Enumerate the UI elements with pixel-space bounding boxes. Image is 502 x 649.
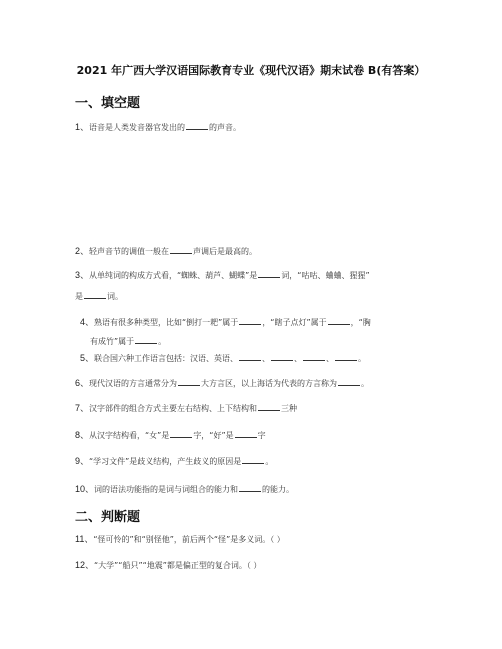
- answer-blank[interactable]: [239, 483, 261, 492]
- answer-blank[interactable]: [186, 121, 208, 130]
- question-8: [75, 429, 266, 441]
- answer-blank[interactable]: [135, 335, 157, 344]
- question-text: 联合国六种工作语言包括：汉语、英语、: [94, 354, 239, 363]
- question-text: “怪可怜的”和“别怪他”，前后两个“怪”是多义词。（ ）: [93, 535, 285, 544]
- answer-blank[interactable]: [271, 352, 293, 361]
- question-number: 8、: [75, 430, 90, 440]
- question-9: [75, 455, 273, 467]
- question-6: [75, 377, 369, 389]
- answer-blank[interactable]: [303, 352, 325, 361]
- question-number: 1、: [75, 122, 90, 132]
- answer-blank[interactable]: [239, 316, 261, 325]
- question-text: 汉字部件的组合方式主要左右结构、上下结构和: [89, 404, 258, 413]
- question-text: 有成竹”属于: [90, 337, 135, 346]
- question-text: 。: [265, 457, 274, 466]
- exam-title: 2021 年广西大学汉语国际教育专业《现代汉语》期末试卷 B(有答案）: [76, 64, 426, 77]
- question-number: 10、: [75, 484, 95, 494]
- question-number: 11、: [75, 534, 94, 544]
- answer-blank[interactable]: [239, 352, 261, 361]
- question-text: 三种: [281, 404, 298, 413]
- answer-blank[interactable]: [242, 455, 264, 464]
- answer-blank[interactable]: [335, 352, 357, 361]
- answer-blank[interactable]: [258, 269, 280, 278]
- question-text: ，“瞎子点灯”属于: [262, 318, 327, 327]
- question-text: “大学”“船只”“地震”都是偏正型的复合词。（ ）: [94, 561, 262, 570]
- question-text: 声调后是最高的。: [193, 247, 258, 256]
- question-10: [75, 483, 294, 495]
- question-number: 2、: [75, 246, 90, 256]
- question-number: 6、: [75, 378, 90, 388]
- question-7: [75, 402, 297, 414]
- question-number: 3、: [75, 270, 90, 280]
- question-text: 词。: [107, 292, 123, 301]
- question-text: 。: [158, 337, 167, 346]
- question-text: 、: [262, 354, 271, 363]
- question-text: 的声音。: [209, 123, 242, 132]
- question-text: 熟语有很多种类型，比如“倒打一耙”属于: [94, 318, 239, 327]
- question-11: [75, 534, 285, 545]
- question-number: 7、: [75, 403, 90, 413]
- question-5: [80, 352, 366, 364]
- answer-blank[interactable]: [338, 377, 360, 386]
- question-text: 现代汉语的方言通常分为: [89, 379, 178, 388]
- question-text: 。: [358, 354, 367, 363]
- question-number: 12、: [75, 560, 95, 570]
- question-1: [75, 121, 241, 133]
- question-3: [75, 269, 370, 281]
- answer-blank[interactable]: [258, 402, 280, 411]
- question-text: 轻声音节的调值一般在: [89, 247, 170, 256]
- answer-blank[interactable]: [170, 429, 192, 438]
- question-text: 从汉字结构看，“女”是: [89, 431, 170, 440]
- question-12: [75, 560, 261, 571]
- question-number: 5、: [80, 353, 95, 363]
- question-4: [80, 316, 371, 328]
- question-text: 。: [361, 379, 370, 388]
- question-text: 、: [294, 354, 303, 363]
- question-text: 是: [75, 292, 83, 301]
- answer-blank[interactable]: [328, 316, 350, 325]
- question-text: 大方言区，以上海话为代表的方言称为: [201, 379, 338, 388]
- answer-blank[interactable]: [235, 429, 257, 438]
- question-2: [75, 245, 257, 257]
- question-text: 语音是人类发音器官发出的: [89, 123, 186, 132]
- question-text: 词，“咕咕、蛐蛐、猩猩”: [281, 271, 370, 280]
- question-number: 9、: [75, 456, 90, 466]
- answer-blank[interactable]: [84, 290, 106, 299]
- question-number: 4、: [80, 317, 95, 327]
- question-text: 词的语法功能指的是词与词组合的能力和: [94, 485, 239, 494]
- section-heading-true-false: 二、判断题: [75, 510, 141, 525]
- answer-blank[interactable]: [178, 377, 200, 386]
- question-text: 、: [326, 354, 335, 363]
- answer-blank[interactable]: [170, 245, 192, 254]
- section-heading-fill-in: 一、填空题: [75, 96, 141, 111]
- question-text: 字，“好”是: [193, 431, 234, 440]
- question-text: “学习文件”是歧义结构，产生歧义的原因是: [89, 457, 242, 466]
- question-text: 字: [257, 431, 266, 440]
- question-text: 的能力。: [262, 485, 295, 494]
- question-4-continued: [90, 335, 166, 347]
- question-text: ，“胸: [350, 318, 371, 327]
- question-text: 从单纯词的构成方式看，“蜘蛛、葫芦、蝴蝶”是: [89, 271, 258, 280]
- question-3-continued: [75, 290, 123, 302]
